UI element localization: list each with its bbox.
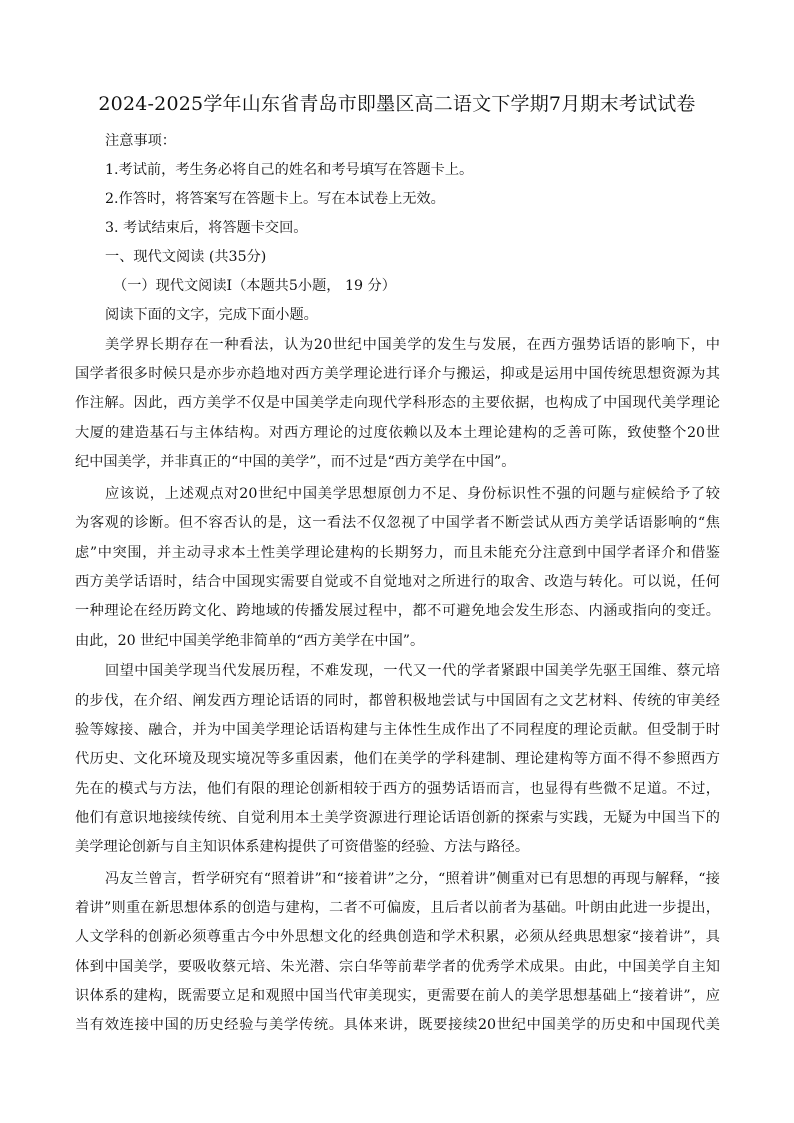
passage-line: 西方美学话语时，结合中国现实需要自觉或不自觉地对之所进行的取舍、改造与转化。可以说，任何 bbox=[75, 574, 720, 590]
passage-line: 作注解。因此，西方美学不仅是中国美学走向现代学科形态的主要依据，也构成了中国现代美学理论 bbox=[75, 395, 720, 411]
passage-line: 着讲”则重在新思想体系的创造与建构，二者不可偏废，且后者以前者为基础。叶朗由此进一步提出， bbox=[75, 900, 720, 916]
passage-line: 先在的模式与方法，他们有限的理论创新相较于西方的强势话语而言，也显得有些微不足道。不过， bbox=[75, 781, 720, 797]
passage-line: 冯友兰曾言，哲学研究有“照着讲”和“接着讲”之分，“照着讲”侧重对已有思想的再现与解释，“接 bbox=[105, 871, 720, 887]
passage-line: 他们有意识地接续传统、自觉利用本土美学资源进行理论话语创新的探索与实践，无疑为中国当下的 bbox=[75, 810, 720, 826]
notice-heading: 注意事项： bbox=[105, 133, 176, 149]
passage-line: 当有效连接中国的历史经验与美学传统。具体来讲，既要接续20世纪中国美学的历史和中国现代美 bbox=[75, 1017, 720, 1033]
section-heading: 一、现代文阅读 (共35分) bbox=[105, 249, 267, 265]
passage-line: 的步伐，在介绍、阐发西方理论话语的同时，都曾积极地尝试与中国固有之文艺材料、传统的审美经 bbox=[75, 693, 720, 709]
notice-item: 3. 考试结束后，将答题卡交回。 bbox=[105, 220, 308, 236]
passage-line: 大厦的建造基石与主体结构。对西方理论的过度依赖以及本土理论建构的乏善可陈，致使整个20世 bbox=[75, 425, 720, 441]
notice-item: 1.考试前，考生务必将自己的姓名和考号填写在答题卡上。 bbox=[105, 162, 474, 178]
section-subheading: （一）现代文阅读Ⅰ（本题共5小题， 19 分） bbox=[113, 278, 396, 294]
passage-line: 人文学科的创新必须尊重古今中外思想文化的经典创造和学术积累，必须从经典思想家“接着讲”，具 bbox=[75, 929, 720, 945]
passage-line: 验等嫁接、融合，并为中国美学理论话语构建与主体性生成作出了不同程度的理论贡献。但受制于时 bbox=[75, 722, 720, 738]
passage-line: 回望中国美学现当代发展历程，不难发现，一代又一代的学者紧跟中国美学先驱王国维、蔡元培 bbox=[105, 663, 720, 679]
notice-item: 2.作答时，将答案写在答题卡上。写在本试卷上无效。 bbox=[105, 191, 445, 207]
section-instruction: 阅读下面的文字，完成下面小题。 bbox=[105, 307, 318, 323]
passage-line: 纪中国美学，并非真正的“中国的美学”，而不过是“西方美学在中国”。 bbox=[75, 454, 516, 470]
passage-line: 美学理论创新与自主知识体系建构提供了可资借鉴的经验、方法与路径。 bbox=[75, 839, 530, 855]
passage-line: 由此，20 世纪中国美学绝非简单的“西方美学在中国”。 bbox=[75, 633, 425, 649]
passage-line: 一种理论在经历跨文化、跨地域的传播发展过程中，都不可避免地会发生形态、内涵或指向的变迁。 bbox=[75, 603, 720, 619]
passage-line: 为客观的诊断。但不容否认的是，这一看法不仅忽视了中国学者不断尝试从西方美学话语影响的“焦 bbox=[75, 515, 720, 531]
passage-line: 代历史、文化环境及现实境况等多重因素，他们在美学的学科建制、理论建构等方面不得不参照西方 bbox=[75, 751, 720, 767]
passage-line: 虑”中突围，并主动寻求本土性美学理论建构的长期努力，而且未能充分注意到中国学者译介和借鉴 bbox=[75, 545, 720, 561]
passage-line: 识体系的建构，既需要立足和观照中国当代审美现实，更需要在前人的美学思想基础上“接着讲”，应 bbox=[75, 988, 720, 1004]
passage-line: 国学者很多时候只是亦步亦趋地对西方美学理论进行译介与搬运，抑或是运用中国传统思想资源为其 bbox=[75, 366, 720, 382]
passage-line: 美学界长期存在一种看法，认为20世纪中国美学的发生与发展，在西方强势话语的影响下，中 bbox=[105, 337, 720, 353]
passage-line: 体到中国美学，要吸收蔡元培、朱光潜、宗白华等前辈学者的优秀学术成果。由此，中国美学自主知 bbox=[75, 959, 720, 975]
exam-title: 2024-2025学年山东省青岛市即墨区高二语文下学期7月期末考试试卷 bbox=[98, 93, 696, 115]
passage-line: 应该说，上述观点对20世纪中国美学思想原创力不足、身份标识性不强的问题与症候给予了较 bbox=[105, 486, 720, 502]
